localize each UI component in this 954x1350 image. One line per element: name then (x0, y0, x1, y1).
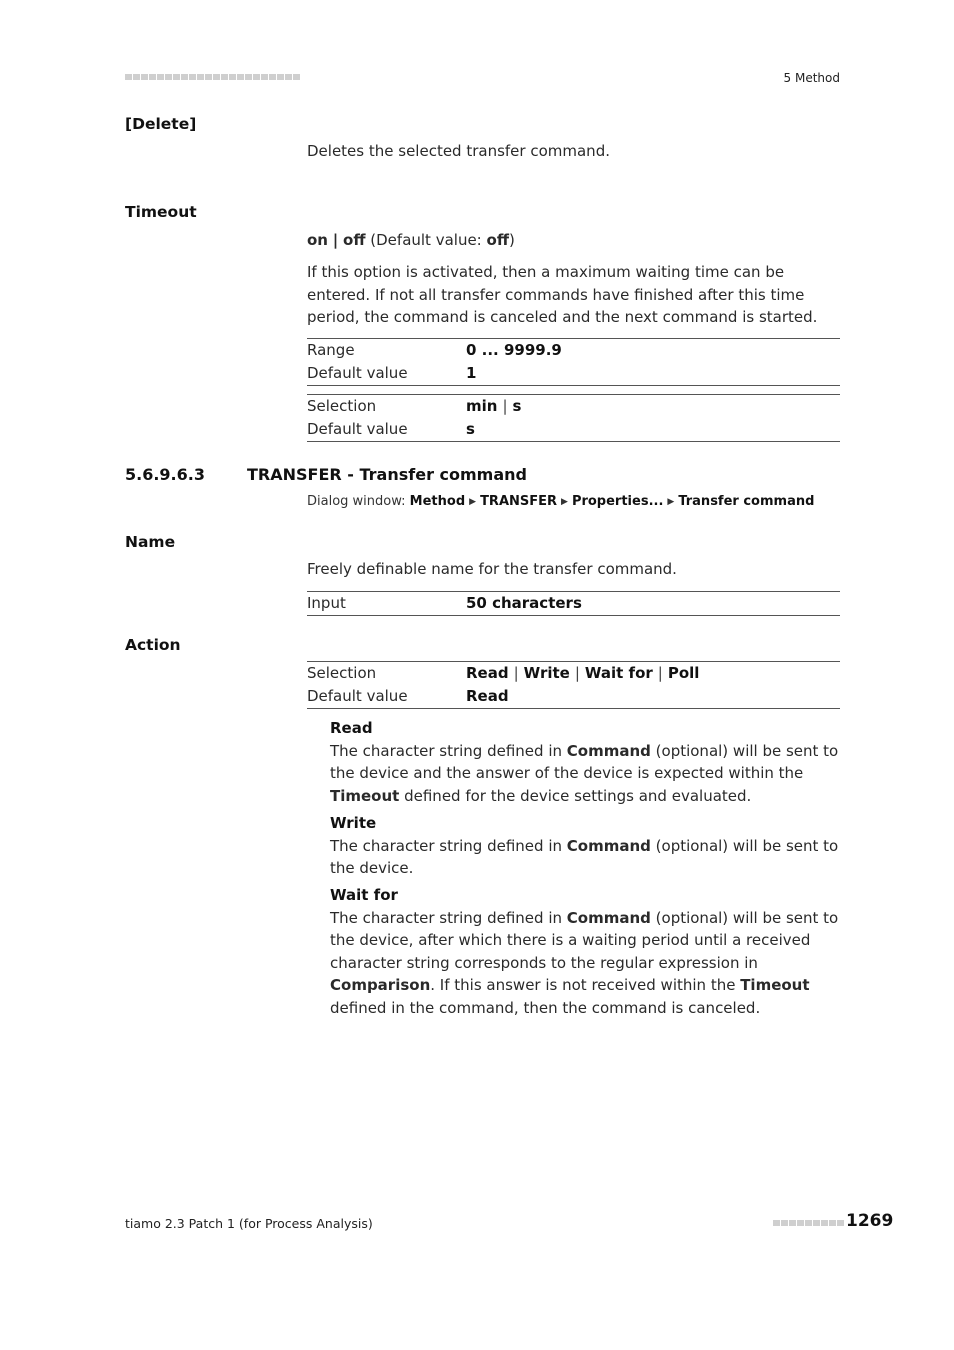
triangle-right-icon: ▶ (667, 497, 675, 507)
default-row (307, 362, 840, 385)
action-write: Write (523, 664, 570, 682)
section-title: TRANSFER - Transfer command (247, 465, 527, 484)
name-description: Freely definable name for the transfer command. (307, 560, 677, 578)
option-waitfor (330, 884, 842, 1019)
delete-description: Deletes the selected transfer command. (307, 142, 610, 160)
range-label: Range (307, 341, 355, 359)
path-transfer: TRANSFER (480, 494, 558, 509)
input-value: 50 characters (466, 594, 582, 612)
selection-row: Selection Read | Write | Wait for | Poll (307, 662, 840, 685)
action-waitfor: Wait for (584, 664, 653, 682)
timeout-unit-table (307, 394, 840, 442)
input-row (307, 592, 840, 615)
timeout-range-table (307, 338, 840, 386)
action-read: Read (466, 664, 509, 682)
option-title: Write (330, 814, 377, 832)
name-term: Name (125, 533, 176, 551)
path-method: Method (409, 494, 466, 509)
default-value: off (486, 231, 509, 249)
option-write (330, 812, 842, 880)
default-row (307, 685, 840, 708)
footer-decoration (773, 1220, 844, 1226)
default-label: Default value (307, 364, 408, 382)
page-number: 1269 (846, 1211, 894, 1231)
path-properties: Properties... (571, 494, 664, 509)
header-decoration (125, 74, 300, 80)
default-prefix: (Default value: (370, 231, 487, 249)
triangle-right-icon: ▶ (561, 497, 568, 507)
range-value: 0 ... 9999.9 (466, 341, 562, 359)
option-description: The character string defined in Command (optional) will be sent to the device, after which there is a waiting period until a received character string corresponds to the regular expression in Comparison. If this answer is not received within the Timeout defined in the command, then the command is canceled. (330, 908, 839, 1017)
unit-min: min (466, 397, 498, 415)
dialog-prefix: Dialog window: (307, 494, 406, 509)
timeout-description: If this option is activated, then a maximum waiting time can be entered. If not all transfer commands have finished after this time period, the command is canceled and the next command is started. (307, 263, 818, 326)
selection-row: Selection min | s (307, 395, 840, 418)
action-poll: Poll (667, 664, 700, 682)
running-header-chapter: 5 Method (783, 71, 840, 85)
default-row (307, 418, 840, 441)
default-suffix: ) (508, 231, 515, 249)
section-number: 5.6.9.6.3 (125, 465, 205, 484)
option-description: The character string defined in Command (optional) will be sent to the device and the answer of the device is expected within the Timeout defined for the device settings and evaluated. (330, 741, 839, 805)
unit-s: s (512, 397, 522, 415)
default-value-cell: 1 (466, 364, 477, 382)
option-read (330, 717, 842, 807)
action-term: Action (125, 636, 181, 654)
option-title: Wait for (330, 886, 398, 904)
action-table (307, 661, 840, 709)
name-input-table (307, 591, 840, 616)
selection-label: Selection (307, 664, 377, 682)
default-label: Default value (307, 420, 408, 438)
path-transfer-command: Transfer command (678, 494, 815, 509)
range-row (307, 339, 840, 362)
option-title: Read (330, 719, 373, 737)
option-off: off (343, 231, 366, 249)
default-label: Default value (307, 687, 408, 705)
default-unit-value: s (466, 420, 475, 438)
footer-product: tiamo 2.3 Patch 1 (for Process Analysis) (125, 1216, 373, 1231)
triangle-right-icon: ▶ (469, 497, 477, 507)
timeout-options (307, 229, 840, 252)
dialog-path (307, 494, 814, 509)
option-on: on (307, 231, 328, 249)
default-action-value: Read (466, 687, 509, 705)
option-separator: | (332, 231, 339, 249)
selection-label: Selection (307, 397, 377, 415)
input-label: Input (307, 594, 346, 612)
option-description: The character string defined in Command (optional) will be sent to the device. (330, 836, 839, 877)
delete-term: [Delete] (125, 115, 197, 133)
timeout-term: Timeout (125, 203, 197, 221)
